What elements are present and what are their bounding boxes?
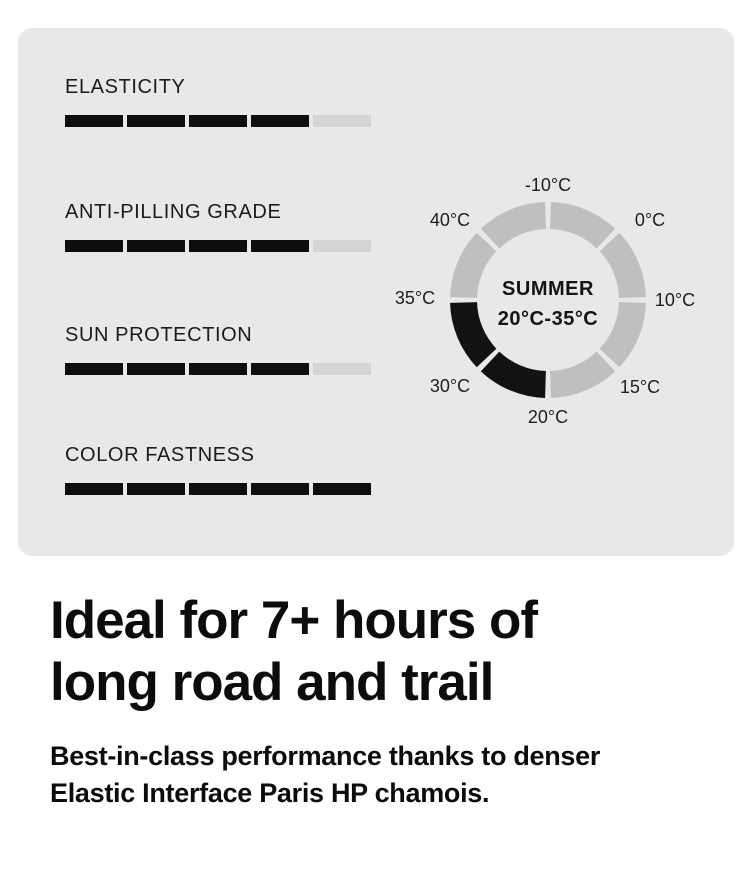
subheadline: [50, 738, 750, 812]
gauge-segment-active: [450, 302, 496, 367]
gauge-tick-label: 15°C: [619, 377, 661, 397]
bar-segment-filled: [65, 240, 123, 252]
headline-line-2: long road and trail: [50, 653, 494, 712]
gauge-tick-label: 35°C: [394, 288, 436, 308]
bar-segment-empty: [313, 115, 371, 127]
metric-row: [65, 75, 371, 127]
gauge-segment-inactive: [550, 202, 615, 248]
gauge-tick-label: 10°C: [654, 290, 696, 310]
metric-label: COLOR FASTNESS: [65, 444, 255, 466]
bar-segment-filled: [127, 115, 185, 127]
bar-segment-empty: [313, 240, 371, 252]
temperature-gauge: [385, 155, 715, 445]
headline-line-1: Ideal for 7+ hours of: [50, 591, 538, 650]
metric-row: [65, 443, 371, 495]
gauge-tick-label: 30°C: [429, 376, 471, 396]
bar-segment-filled: [251, 115, 309, 127]
metric-label: ELASTICITY: [65, 76, 186, 98]
gauge-tick-label: 20°C: [527, 407, 569, 427]
bar-segment-filled: [65, 363, 123, 375]
bar-segment-filled: [189, 363, 247, 375]
metric-label: SUN PROTECTION: [65, 324, 253, 346]
metric-rating-bar: [65, 240, 371, 252]
subheadline-line-1: Best-in-class performance thanks to denser: [50, 741, 601, 771]
bar-segment-filled: [189, 115, 247, 127]
bar-segment-filled: [65, 483, 123, 495]
bar-segment-empty: [313, 363, 371, 375]
gauge-tick-label: 0°C: [634, 210, 666, 230]
gauge-segment-inactive: [600, 302, 646, 367]
gauge-tick-label: -10°C: [524, 175, 572, 195]
gauge-segment-inactive: [600, 233, 646, 298]
bar-segment-filled: [189, 483, 247, 495]
gauge-segment-inactive: [550, 352, 615, 398]
metric-label: ANTI-PILLING GRADE: [65, 201, 282, 223]
gauge-segment-active: [481, 352, 546, 398]
specs-card: [18, 28, 734, 556]
metric-rating-bar: [65, 363, 371, 375]
metric-rating-bar: [65, 115, 371, 127]
subheadline-line-2: Elastic Interface Paris HP chamois.: [50, 778, 490, 808]
metric-rating-bar: [65, 483, 371, 495]
gauge-center-season: SUMMER: [502, 278, 594, 300]
headline: [50, 590, 750, 714]
bar-segment-filled: [65, 115, 123, 127]
gauge-tick-label: 40°C: [429, 210, 471, 230]
metric-row: [65, 323, 371, 375]
bar-segment-filled: [313, 483, 371, 495]
bar-segment-filled: [251, 363, 309, 375]
gauge-center-range: 20°C-35°C: [497, 308, 599, 330]
bar-segment-filled: [127, 363, 185, 375]
bar-segment-filled: [127, 240, 185, 252]
bar-segment-filled: [251, 483, 309, 495]
bar-segment-filled: [189, 240, 247, 252]
gauge-segment-inactive: [481, 202, 546, 248]
metric-row: [65, 200, 371, 252]
bar-segment-filled: [251, 240, 309, 252]
gauge-segment-inactive: [450, 233, 496, 298]
bar-segment-filled: [127, 483, 185, 495]
